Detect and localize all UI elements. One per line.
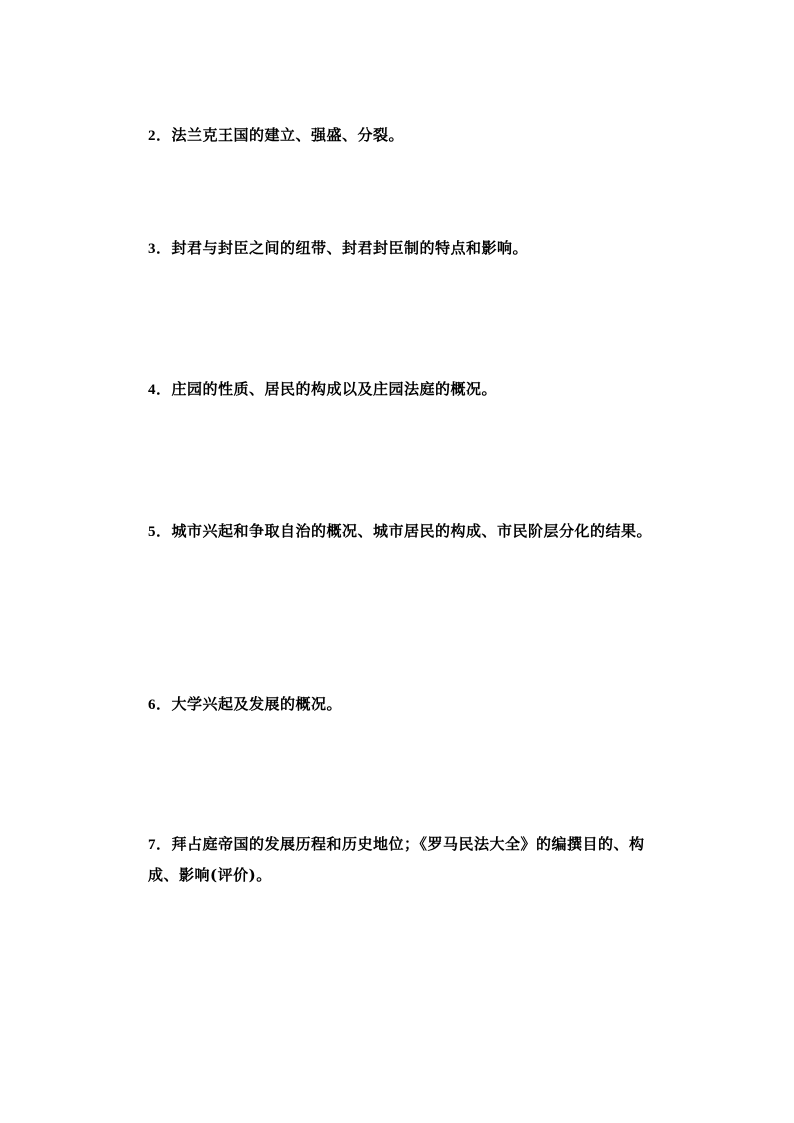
question-number: 7． xyxy=(148,837,172,853)
question-item-7 xyxy=(148,829,668,890)
question-number: 5． xyxy=(148,524,172,540)
question-number: 6． xyxy=(148,697,172,713)
question-number: 4． xyxy=(148,382,172,398)
question-number: 3． xyxy=(148,241,172,257)
question-item-6 xyxy=(148,689,668,720)
question-item-4 xyxy=(148,374,668,405)
question-text: 封君与封臣之间的纽带、封君封臣制的特点和影响。 xyxy=(171,239,529,257)
question-text: 法兰克王国的建立、强盛、分裂。 xyxy=(171,126,405,144)
question-item-3 xyxy=(148,233,668,264)
question-text: 庄园的性质、居民的构成以及庄园法庭的概况。 xyxy=(171,380,498,398)
question-text: 城市兴起和争取自治的概况、城市居民的构成、市民阶层分化的结果。 xyxy=(171,522,653,540)
question-item-5 xyxy=(148,516,668,547)
question-text: 大学兴起及发展的概况。 xyxy=(171,695,343,713)
question-text: 拜占庭帝国的发展历程和历史地位；《罗马民法大全》的编撰目的、构成、影响(评价)。 xyxy=(148,835,645,884)
question-item-2 xyxy=(148,120,668,151)
question-number: 2． xyxy=(148,128,172,144)
